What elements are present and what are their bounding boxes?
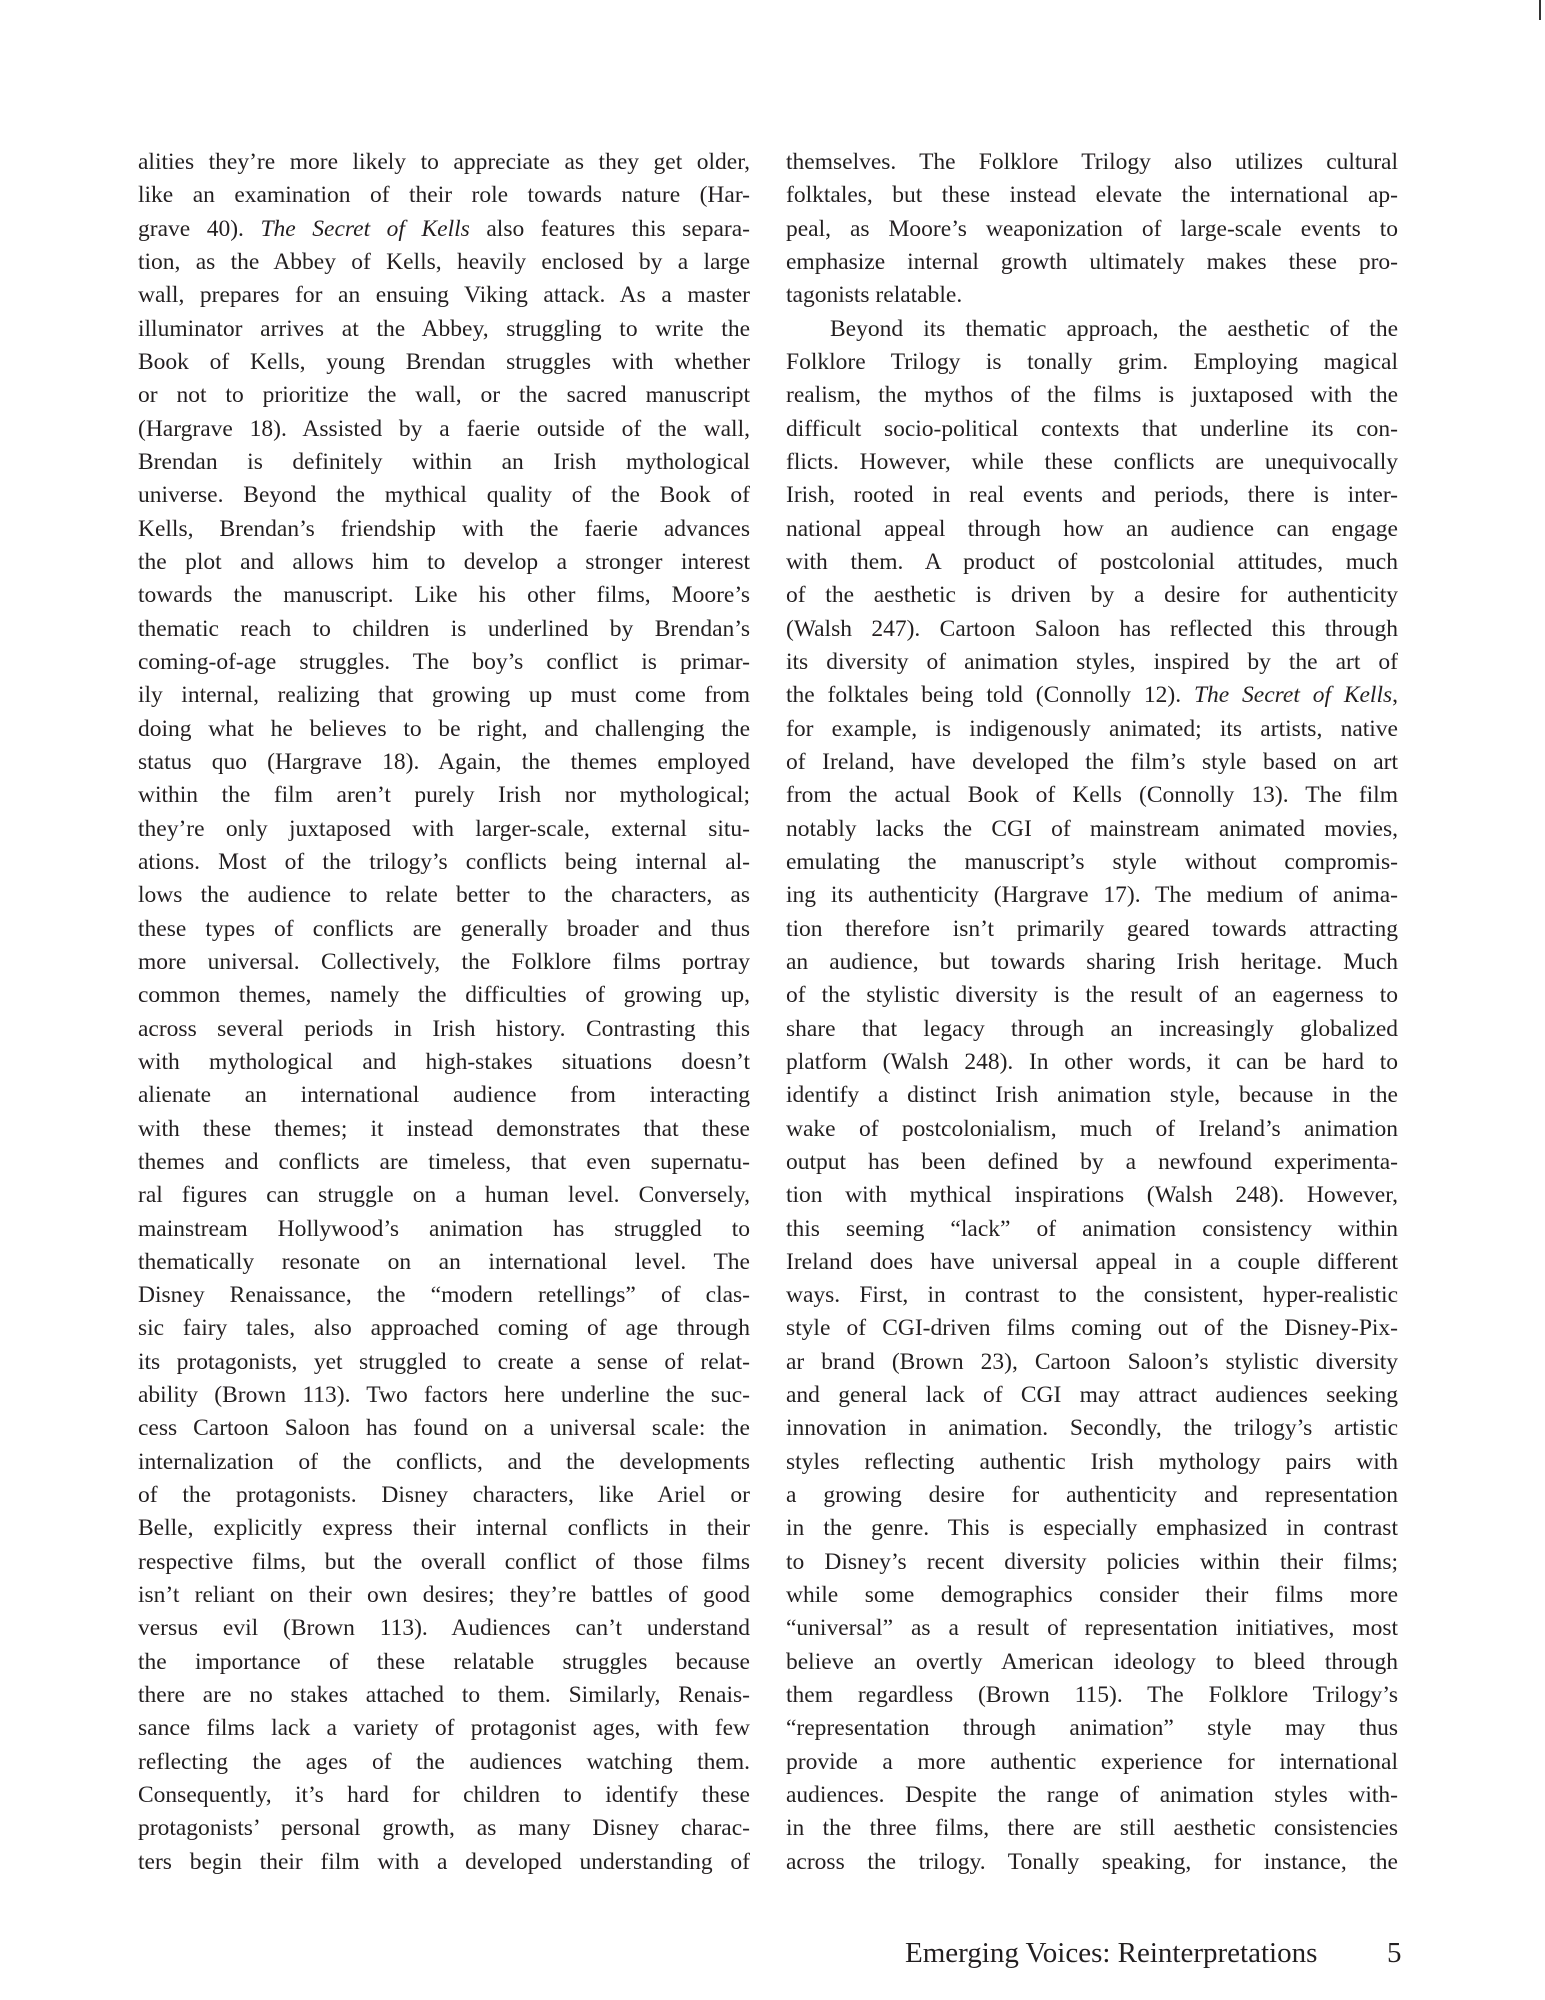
text-line: thematically resonate on an international level. The (138, 1248, 750, 1275)
text-line: with them. A product of postcolonial attitudes, much (786, 548, 1398, 575)
text-line: notably lacks the CGI of mainstream animated movies, (786, 815, 1398, 842)
text-segment: , (1392, 682, 1399, 709)
text-line: reflecting the ages of the audiences watching them. (138, 1748, 750, 1775)
text-line: Irish, rooted in real events and periods, there is inter- (786, 482, 1398, 509)
text-line: its protagonists, yet struggled to create a sense of relat- (138, 1348, 750, 1375)
text-line: ral figures can struggle on a human level. Conversely, (138, 1182, 750, 1209)
text-line: themselves. The Folklore Trilogy also utilizes cultural (786, 149, 1398, 175)
text-line: ily internal, realizing that growing up must come from (138, 682, 750, 709)
text-line: there are no stakes attached to them. Similarly, Renais- (138, 1682, 750, 1709)
text-line: with these themes; it instead demonstrates that these (138, 1115, 750, 1142)
page-edge-mark (1539, 0, 1541, 20)
text-line: believe an overtly American ideology to bleed through (786, 1648, 1398, 1675)
text-segment: also features this separa- (469, 215, 751, 242)
text-line: alities they’re more likely to appreciate as they get older, (138, 149, 750, 175)
text-line: folktales, but these instead elevate the international ap- (786, 182, 1398, 209)
text-line: of Ireland, have developed the film’s style based on art (786, 748, 1398, 775)
text-line: isn’t reliant on their own desires; they’re battles of good (138, 1582, 750, 1609)
text-line: difficult socio-political contexts that underline its con- (786, 415, 1398, 442)
text-line: they’re only juxtaposed with larger-scale, external situ- (138, 815, 750, 842)
text-line: towards the manuscript. Like his other films, Moore’s (138, 582, 750, 609)
text-line: ways. First, in contrast to the consistent, hyper-realistic (786, 1282, 1398, 1309)
text-line: them regardless (Brown 115). The Folklore Trilogy’s (786, 1682, 1398, 1709)
running-footer-title: Emerging Voices: Reinterpretations (905, 1937, 1318, 1969)
text-line: from the actual Book of Kells (Connolly 13). The film (786, 782, 1398, 809)
text-line: with mythological and high-stakes situations doesn’t (138, 1048, 750, 1075)
text-line: Consequently, it’s hard for children to identify these (138, 1782, 750, 1809)
text-line: platform (Walsh 248). In other words, it can be hard to (786, 1048, 1398, 1075)
text-line: output has been defined by a newfound experimenta- (786, 1148, 1398, 1175)
text-line: tion with mythical inspirations (Walsh 248). However, (786, 1182, 1398, 1209)
text-line: share that legacy through an increasingly globalized (786, 1015, 1398, 1042)
text-line: respective films, but the overall conflict of those films (138, 1548, 750, 1575)
text-line: its diversity of animation styles, inspired by the art of (786, 648, 1398, 675)
text-line: thematic reach to children is underlined by Brendan’s (138, 615, 750, 642)
text-line: ability (Brown 113). Two factors here underline the suc- (138, 1382, 750, 1409)
text-line: across several periods in Irish history. Contrasting this (138, 1015, 750, 1042)
text-line: this seeming “lack” of animation consistency within (786, 1215, 1398, 1242)
text-line: status quo (Hargrave 18). Again, the themes employed (138, 748, 750, 775)
text-line: doing what he believes to be right, and challenging the (138, 715, 750, 742)
text-line: peal, as Moore’s weaponization of large-scale events to (786, 215, 1398, 242)
text-line: Kells, Brendan’s friendship with the faerie advances (138, 515, 750, 542)
text-line: (Hargrave 18). Assisted by a faerie outside of the wall, (138, 415, 750, 442)
text-line: wake of postcolonialism, much of Ireland’s animation (786, 1115, 1398, 1142)
text-line (786, 679, 1398, 712)
text-line: to Disney’s recent diversity policies within their films; (786, 1548, 1398, 1575)
text-line: for example, is indigenously animated; its artists, native (786, 715, 1398, 742)
text-line: identify a distinct Irish animation style, because in the (786, 1082, 1398, 1109)
text-line: illuminator arrives at the Abbey, struggling to write the (138, 315, 750, 342)
text-line: ing its authenticity (Hargrave 17). The medium of anima- (786, 882, 1398, 909)
text-line: Brendan is definitely within an Irish mythological (138, 448, 750, 475)
text-line: audiences. Despite the range of animation styles with- (786, 1782, 1398, 1809)
text-line: emphasize internal growth ultimately makes these pro- (786, 248, 1398, 275)
text-line: the importance of these relatable struggles because (138, 1648, 750, 1675)
text-line: Belle, explicitly express their internal conflicts in their (138, 1515, 750, 1542)
text-line: universe. Beyond the mythical quality of the Book of (138, 482, 750, 509)
text-line: provide a more authentic experience for international (786, 1748, 1398, 1775)
text-line: “universal” as a result of representation initiatives, most (786, 1615, 1398, 1642)
text-line: Disney Renaissance, the “modern retellings” of clas- (138, 1282, 750, 1309)
text-segment: grave 40). (138, 215, 261, 242)
text-line: sance films lack a variety of protagonist ages, with few (138, 1715, 750, 1742)
text-line: internalization of the conflicts, and the developments (138, 1448, 750, 1475)
text-line: like an examination of their role towards nature (Har- (138, 182, 750, 209)
text-line: coming-of-age struggles. The boy’s conflict is primar- (138, 648, 750, 675)
text-line: realism, the mythos of the films is juxtaposed with the (786, 382, 1398, 409)
text-line: national appeal through how an audience can engage (786, 515, 1398, 542)
text-line: while some demographics consider their films more (786, 1582, 1398, 1609)
text-line: in the three films, there are still aesthetic consistencies (786, 1815, 1398, 1842)
text-line: wall, prepares for an ensuing Viking attack. As a master (138, 282, 750, 309)
text-line: tagonists relatable. (786, 282, 963, 309)
text-line: Beyond its thematic approach, the aesthetic of the (830, 315, 1398, 342)
text-line: and general lack of CGI may attract audiences seeking (786, 1382, 1398, 1409)
text-line: tion therefore isn’t primarily geared towards attracting (786, 915, 1398, 942)
text-line: Folklore Trilogy is tonally grim. Employing magical (786, 348, 1398, 375)
right-text-column (786, 146, 1398, 1879)
text-line: Ireland does have universal appeal in a couple different (786, 1248, 1398, 1275)
text-line: versus evil (Brown 113). Audiences can’t understand (138, 1615, 750, 1642)
text-line: ations. Most of the trilogy’s conflicts being internal al- (138, 848, 750, 875)
text-line: more universal. Collectively, the Folklore films portray (138, 948, 750, 975)
text-line: of the stylistic diversity is the result of an eagerness to (786, 982, 1398, 1009)
text-line: innovation in animation. Secondly, the trilogy’s artistic (786, 1415, 1398, 1442)
page-number: 5 (1387, 1937, 1402, 1969)
text-line: of the protagonists. Disney characters, like Ariel or (138, 1482, 750, 1509)
text-line: mainstream Hollywood’s animation has struggled to (138, 1215, 750, 1242)
text-line: the plot and allows him to develop a stronger interest (138, 548, 750, 575)
text-line: common themes, namely the difficulties of growing up, (138, 982, 750, 1009)
text-line: protagonists’ personal growth, as many Disney charac- (138, 1815, 750, 1842)
text-line: across the trilogy. Tonally speaking, for instance, the (786, 1848, 1398, 1875)
text-line: an audience, but towards sharing Irish heritage. Much (786, 948, 1398, 975)
text-line: these types of conflicts are generally broader and thus (138, 915, 750, 942)
text-line: ters begin their film with a developed understanding of (138, 1848, 750, 1875)
text-line: or not to prioritize the wall, or the sacred manuscript (138, 382, 750, 409)
italic-title: The Secret of Kells (1193, 682, 1393, 709)
text-line: alienate an international audience from interacting (138, 1082, 750, 1109)
text-line: themes and conflicts are timeless, that even supernatu- (138, 1148, 750, 1175)
left-text-column (138, 146, 750, 1879)
text-line: “representation through animation” style may thus (786, 1715, 1398, 1742)
text-line: of the aesthetic is driven by a desire for authenticity (786, 582, 1398, 609)
text-line: Book of Kells, young Brendan struggles with whether (138, 348, 750, 375)
text-line: ar brand (Brown 23), Cartoon Saloon’s stylistic diversity (786, 1348, 1398, 1375)
text-segment: the folktales being told (Connolly 12). (786, 682, 1194, 709)
text-line: sic fairy tales, also approached coming of age through (138, 1315, 750, 1342)
text-line: cess Cartoon Saloon has found on a universal scale: the (138, 1415, 750, 1442)
text-line: a growing desire for authenticity and representation (786, 1482, 1398, 1509)
text-line: in the genre. This is especially emphasized in contrast (786, 1515, 1398, 1542)
text-line: flicts. However, while these conflicts are unequivocally (786, 448, 1398, 475)
text-line: style of CGI-driven films coming out of the Disney-Pix- (786, 1315, 1398, 1342)
italic-title: The Secret of Kells (260, 215, 470, 242)
text-line: lows the audience to relate better to the characters, as (138, 882, 750, 909)
text-line: (Walsh 247). Cartoon Saloon has reflected this through (786, 615, 1398, 642)
text-line: within the film aren’t purely Irish nor mythological; (138, 782, 750, 809)
text-line (138, 213, 750, 246)
text-line: emulating the manuscript’s style without compromis- (786, 848, 1398, 875)
text-line: styles reflecting authentic Irish mythology pairs with (786, 1448, 1398, 1475)
text-line: tion, as the Abbey of Kells, heavily enclosed by a large (138, 248, 750, 275)
